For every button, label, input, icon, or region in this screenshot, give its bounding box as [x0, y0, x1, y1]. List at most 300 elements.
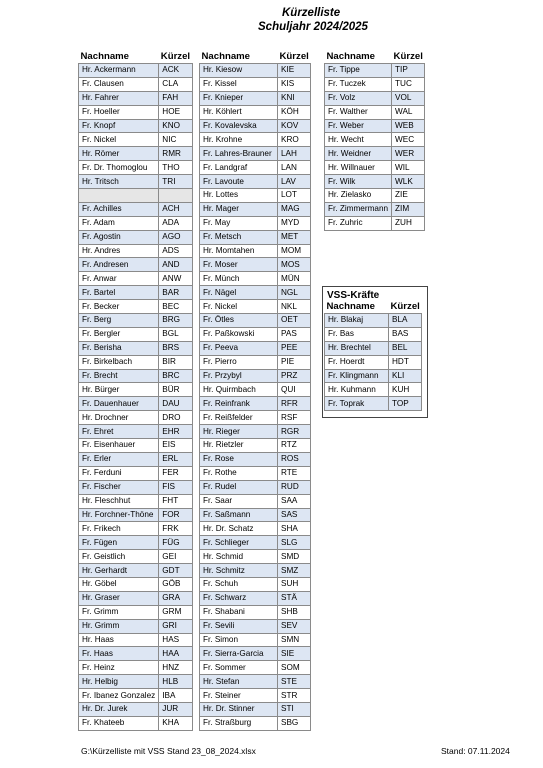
table-row: [79, 286, 193, 300]
table-row: [325, 64, 425, 78]
cell-name: Fr. Bartel: [79, 286, 159, 300]
cell-code: WEC: [392, 133, 425, 147]
cell-code: SUH: [278, 577, 311, 591]
table-row: [200, 716, 311, 730]
table-row: [200, 189, 311, 203]
cell-code: KNI: [278, 91, 311, 105]
cell-code: NKL: [278, 300, 311, 314]
cell-name: Fr. Clausen: [79, 77, 159, 91]
cell-name: Hr. Schmid: [200, 550, 278, 564]
cell-name: Fr. Klingmann: [325, 369, 389, 383]
cell-name: Fr. Frikech: [79, 522, 159, 536]
cell-name: Fr. Andresen: [79, 258, 159, 272]
cell-code: SHA: [278, 522, 311, 536]
cell-name: Fr. Dr. Thomoglou: [79, 161, 159, 175]
table-row: [79, 77, 193, 91]
table-row: [200, 577, 311, 591]
table-row: [79, 675, 193, 689]
header-name: Nachname: [326, 301, 376, 312]
table-row: [200, 675, 311, 689]
table-row: [200, 466, 311, 480]
cell-code: GEI: [159, 550, 192, 564]
cell-code: KIE: [278, 64, 311, 78]
cell-name: Hr. Stefan: [200, 675, 278, 689]
cell-code: FER: [159, 466, 192, 480]
table-row: [79, 550, 193, 564]
table-row: [79, 147, 193, 161]
table-row: [200, 439, 311, 453]
table-row: [79, 591, 193, 605]
table-row: [325, 369, 422, 383]
cell-code: GRA: [159, 591, 192, 605]
table-row: [79, 91, 193, 105]
table-row: [79, 605, 193, 619]
cell-name: Fr. Saar: [200, 494, 278, 508]
table-row: [79, 161, 193, 175]
table-row: [200, 452, 311, 466]
table-row: [200, 689, 311, 703]
cell-code: RFR: [278, 397, 311, 411]
table-row: [200, 119, 311, 133]
table-row: [79, 508, 193, 522]
cell-code: ZIM: [392, 202, 425, 216]
table-row: [200, 355, 311, 369]
cell-name: Fr. Achilles: [79, 202, 159, 216]
table-row: [79, 397, 193, 411]
cell-name: Fr. Walther: [325, 105, 392, 119]
table-row: [325, 175, 425, 189]
cell-code: ANW: [159, 272, 192, 286]
table-row: [79, 189, 193, 203]
cell-code: HLB: [159, 675, 192, 689]
cell-name: Fr. Przybyl: [200, 369, 278, 383]
cell-code: BLA: [389, 314, 422, 328]
cell-name: Fr. Pierro: [200, 355, 278, 369]
cell-name: Hr. Kuhmann: [325, 383, 389, 397]
cell-name: Fr. Fügen: [79, 536, 159, 550]
table-row: [79, 105, 193, 119]
cell-code: WER: [392, 147, 425, 161]
cell-code: AND: [159, 258, 192, 272]
cell-code: GRM: [159, 605, 192, 619]
cell-name: Hr. Dr. Stinner: [200, 702, 278, 716]
cell-name: Fr. Ehret: [79, 425, 159, 439]
cell-code: PAS: [278, 327, 311, 341]
table-row: [79, 480, 193, 494]
cell-name: Fr. Knieper: [200, 91, 278, 105]
table-row: [79, 564, 193, 578]
cell-code: SEV: [278, 619, 311, 633]
cell-name: Hr. Brechtel: [325, 341, 389, 355]
cell-name: Fr. Zuhric: [325, 216, 392, 230]
cell-name: Fr. Lahres-Brauner: [200, 147, 278, 161]
cell-name: Hr. Gerhardt: [79, 564, 159, 578]
cell-name: Fr. Weber: [325, 119, 392, 133]
cell-name: Fr. Metsch: [200, 230, 278, 244]
cell-name: Fr. Hoeller: [79, 105, 159, 119]
table-row: [325, 133, 425, 147]
cell-code: SMD: [278, 550, 311, 564]
table-row: [325, 147, 425, 161]
cell-name: Hr. Köhlert: [200, 105, 278, 119]
cell-code: KRO: [278, 133, 311, 147]
table-row: [200, 522, 311, 536]
cell-code: SIE: [278, 647, 311, 661]
cell-code: KOV: [278, 119, 311, 133]
cell-name: Hr. Fahrer: [79, 91, 159, 105]
header-name: Nachname: [201, 51, 251, 62]
cell-code: STI: [278, 702, 311, 716]
cell-name: Hr. Quirmbach: [200, 383, 278, 397]
cell-name: Fr. Schlieger: [200, 536, 278, 550]
table-row: [200, 564, 311, 578]
table-row: [325, 91, 425, 105]
cell-code: ACK: [159, 64, 192, 78]
cell-name: Hr. Rieger: [200, 425, 278, 439]
cell-code: GRI: [159, 619, 192, 633]
table-row: [200, 216, 311, 230]
cell-code: BAR: [159, 286, 192, 300]
cell-name: Fr. Münch: [200, 272, 278, 286]
table-row: [79, 716, 193, 730]
cell-code: FAH: [159, 91, 192, 105]
table-row: [325, 189, 425, 203]
teacher-table-1: [78, 50, 193, 731]
cell-code: BEL: [389, 341, 422, 355]
cell-code: AGO: [159, 230, 192, 244]
cell-code: MYD: [278, 216, 311, 230]
cell-code: WIL: [392, 161, 425, 175]
table-row: [200, 425, 311, 439]
table-row: [200, 508, 311, 522]
cell-code: ACH: [159, 202, 192, 216]
table-row: [79, 536, 193, 550]
cell-name: Hr. Römer: [79, 147, 159, 161]
cell-name: Fr. Anwar: [79, 272, 159, 286]
table-row: [200, 591, 311, 605]
cell-code: FOR: [159, 508, 192, 522]
cell-code: HDT: [389, 355, 422, 369]
cell-name: Fr. Kovalevska: [200, 119, 278, 133]
vss-table: [324, 300, 422, 411]
cell-code: DRO: [159, 411, 192, 425]
table-row: [325, 397, 422, 411]
table-row: [325, 314, 422, 328]
cell-code: MAG: [278, 202, 311, 216]
table-row: [200, 230, 311, 244]
cell-code: SMN: [278, 633, 311, 647]
cell-name: Fr. Wilk: [325, 175, 392, 189]
cell-code: BRS: [159, 341, 192, 355]
cell-code: WEB: [392, 119, 425, 133]
cell-name: Hr. Fleschhut: [79, 494, 159, 508]
cell-name: Fr. Tippe: [325, 64, 392, 78]
table-row: [200, 105, 311, 119]
cell-code: RGR: [278, 425, 311, 439]
cell-name: Fr. Ferduni: [79, 466, 159, 480]
cell-name: Fr. Sommer: [200, 661, 278, 675]
cell-name: Hr. Dr. Schatz: [200, 522, 278, 536]
cell-name: Fr. Ibanez Gonzalez: [79, 689, 159, 703]
cell-code: KLI: [389, 369, 422, 383]
table-row: [200, 480, 311, 494]
cell-name: Fr. Erler: [79, 452, 159, 466]
cell-code: ROS: [278, 452, 311, 466]
cell-name: Fr. Toprak: [325, 397, 389, 411]
cell-code: LOT: [278, 189, 311, 203]
table-row: [79, 383, 193, 397]
cell-name: Fr. May: [200, 216, 278, 230]
cell-code: BIR: [159, 355, 192, 369]
cell-code: TRI: [159, 175, 192, 189]
cell-code: LAV: [278, 175, 311, 189]
cell-name: Hr. Ackermann: [79, 64, 159, 78]
table-row: [200, 536, 311, 550]
table-row: [79, 452, 193, 466]
table-row: [79, 522, 193, 536]
cell-name: Fr. Simon: [200, 633, 278, 647]
cell-name: Fr. Adam: [79, 216, 159, 230]
cell-code: STÄ: [278, 591, 311, 605]
table-row: [79, 647, 193, 661]
cell-name: Fr. Landgraf: [200, 161, 278, 175]
cell-code: ZIE: [392, 189, 425, 203]
table-row: [200, 244, 311, 258]
cell-name: Fr. Schuh: [200, 577, 278, 591]
table-row: [79, 689, 193, 703]
table-row: [200, 550, 311, 564]
cell-code: RTE: [278, 466, 311, 480]
cell-name: Fr. Eisenhauer: [79, 439, 159, 453]
cell-code: KHA: [159, 716, 192, 730]
header-code: Kürzel: [393, 51, 423, 62]
table-row: [325, 327, 422, 341]
cell-code: KÖH: [278, 105, 311, 119]
cell-name: Hr. Tritsch: [79, 175, 159, 189]
table-row: [325, 119, 425, 133]
table-row: [79, 661, 193, 675]
cell-name: Fr. Haas: [79, 647, 159, 661]
table-row: [200, 383, 311, 397]
cell-code: BEC: [159, 300, 192, 314]
cell-code: BGL: [159, 327, 192, 341]
cell-name: Fr. Berg: [79, 314, 159, 328]
cell-code: KNO: [159, 119, 192, 133]
cell-code: RSF: [278, 411, 311, 425]
table-row: [200, 702, 311, 716]
cell-name: Fr. Birkelbach: [79, 355, 159, 369]
cell-name: Fr. Fischer: [79, 480, 159, 494]
cell-code: LAH: [278, 147, 311, 161]
cell-name: Hr. Krohne: [200, 133, 278, 147]
table-row: [200, 202, 311, 216]
table-row: [200, 286, 311, 300]
table-row: [79, 64, 193, 78]
cell-code: FÜG: [159, 536, 192, 550]
table-row: [79, 355, 193, 369]
table-row: [200, 397, 311, 411]
cell-code: SBG: [278, 716, 311, 730]
header-code: Kürzel: [160, 51, 191, 62]
cell-code: MOS: [278, 258, 311, 272]
table-row: [200, 369, 311, 383]
cell-code: MÜN: [278, 272, 311, 286]
cell-name: Fr. Khateeb: [79, 716, 159, 730]
cell-name: Hr. Forchner-Thöne: [79, 508, 159, 522]
cell-code: MOM: [278, 244, 311, 258]
cell-name: Fr. Hoerdt: [325, 355, 389, 369]
cell-name: Hr. Bürger: [79, 383, 159, 397]
table-row: [79, 633, 193, 647]
table-row: [200, 175, 311, 189]
cell-name: Fr. Saßmann: [200, 508, 278, 522]
table-row: [200, 77, 311, 91]
cell-code: GDT: [159, 564, 192, 578]
cell-name: Fr. Reißfelder: [200, 411, 278, 425]
table-row: [79, 327, 193, 341]
cell-code: JUR: [159, 702, 192, 716]
table-row: [79, 272, 193, 286]
cell-code: MET: [278, 230, 311, 244]
table-row: [79, 619, 193, 633]
cell-code: SHB: [278, 605, 311, 619]
table-row: [200, 411, 311, 425]
cell-code: STR: [278, 689, 311, 703]
teacher-table-3: [324, 50, 425, 231]
cell-code: TOP: [389, 397, 422, 411]
cell-code: CLA: [159, 77, 192, 91]
cell-name: Fr. Lavoute: [200, 175, 278, 189]
table-row: [79, 411, 193, 425]
cell-name: Hr. Dr. Jurek: [79, 702, 159, 716]
cell-name: Fr. Paßkowski: [200, 327, 278, 341]
table-row: [79, 369, 193, 383]
table-row: [79, 577, 193, 591]
cell-code: FIS: [159, 480, 192, 494]
cell-code: LAN: [278, 161, 311, 175]
cell-name: Fr. Grimm: [79, 605, 159, 619]
cell-name: Fr. Dauenhauer: [79, 397, 159, 411]
cell-name: Hr. Zielasko: [325, 189, 392, 203]
cell-name: Hr. Willnauer: [325, 161, 392, 175]
table-row: [79, 300, 193, 314]
cell-code: BRG: [159, 314, 192, 328]
cell-code: FRK: [159, 522, 192, 536]
table-row: [79, 133, 193, 147]
cell-code: WLK: [392, 175, 425, 189]
cell-name: Fr. Steiner: [200, 689, 278, 703]
header-code: Kürzel: [279, 51, 309, 62]
table-row: [79, 425, 193, 439]
cell-code: FHT: [159, 494, 192, 508]
cell-code: [159, 189, 192, 203]
cell-name: Hr. Graser: [79, 591, 159, 605]
table-row: [79, 202, 193, 216]
cell-code: WAL: [392, 105, 425, 119]
table-row: [200, 272, 311, 286]
cell-code: TUC: [392, 77, 425, 91]
cell-name: Hr. Momtahen: [200, 244, 278, 258]
table-row: [79, 258, 193, 272]
cell-code: RUD: [278, 480, 311, 494]
cell-name: Fr. Schwarz: [200, 591, 278, 605]
cell-code: VOL: [392, 91, 425, 105]
cell-name: Fr. Tuczek: [325, 77, 392, 91]
cell-code: BRC: [159, 369, 192, 383]
cell-code: HAS: [159, 633, 192, 647]
cell-code: THO: [159, 161, 192, 175]
cell-code: DAU: [159, 397, 192, 411]
cell-name: Fr. Rudel: [200, 480, 278, 494]
cell-name: Fr. Zimmermann: [325, 202, 392, 216]
table-row: [200, 91, 311, 105]
footer-filepath: G:\Kürzelliste mit VSS Stand 23_08_2024.xlsx: [81, 746, 256, 756]
table-row: [79, 230, 193, 244]
table-row: [79, 119, 193, 133]
cell-code: HAA: [159, 647, 192, 661]
cell-code: SOM: [278, 661, 311, 675]
cell-name: Fr. Bergler: [79, 327, 159, 341]
table-row: [200, 161, 311, 175]
cell-name: Fr. Berisha: [79, 341, 159, 355]
cell-name: Hr. Andres: [79, 244, 159, 258]
cell-name: Fr. Geistlich: [79, 550, 159, 564]
cell-name: Fr. Shabani: [200, 605, 278, 619]
cell-code: OET: [278, 314, 311, 328]
cell-code: NIC: [159, 133, 192, 147]
cell-name: Hr. Göbel: [79, 577, 159, 591]
table-row: [325, 355, 422, 369]
document-title: Kürzelliste: [282, 7, 341, 19]
cell-code: SMZ: [278, 564, 311, 578]
table-row: [200, 661, 311, 675]
table-row: [200, 633, 311, 647]
table-row: [325, 202, 425, 216]
table-row: [200, 300, 311, 314]
cell-name: Hr. Helbig: [79, 675, 159, 689]
table-row: [325, 105, 425, 119]
cell-name: Fr. Reinfrank: [200, 397, 278, 411]
table-row: [79, 702, 193, 716]
cell-code: HOE: [159, 105, 192, 119]
table-row: [325, 341, 422, 355]
table-row: [200, 64, 311, 78]
cell-code: QUI: [278, 383, 311, 397]
cell-name: Fr. Volz: [325, 91, 392, 105]
vss-title: VSS-Kräfte: [327, 290, 380, 301]
cell-name: Hr. Blakaj: [325, 314, 389, 328]
cell-name: Fr. Rose: [200, 452, 278, 466]
table-row: [200, 605, 311, 619]
cell-name: Hr. Rietzler: [200, 439, 278, 453]
cell-name: Hr. Wecht: [325, 133, 392, 147]
cell-name: Fr. Nägel: [200, 286, 278, 300]
cell-name: Hr. Drochner: [79, 411, 159, 425]
cell-code: BAS: [389, 327, 422, 341]
cell-code: EIS: [159, 439, 192, 453]
table-row: [200, 258, 311, 272]
cell-code: GÖB: [159, 577, 192, 591]
cell-name: Fr. Heinz: [79, 661, 159, 675]
table-row: [79, 341, 193, 355]
table-row: [325, 77, 425, 91]
table-row: [79, 466, 193, 480]
cell-name: Fr. Moser: [200, 258, 278, 272]
table-row: [79, 494, 193, 508]
cell-code: KUH: [389, 383, 422, 397]
table-row: [200, 341, 311, 355]
table-row: [325, 383, 422, 397]
